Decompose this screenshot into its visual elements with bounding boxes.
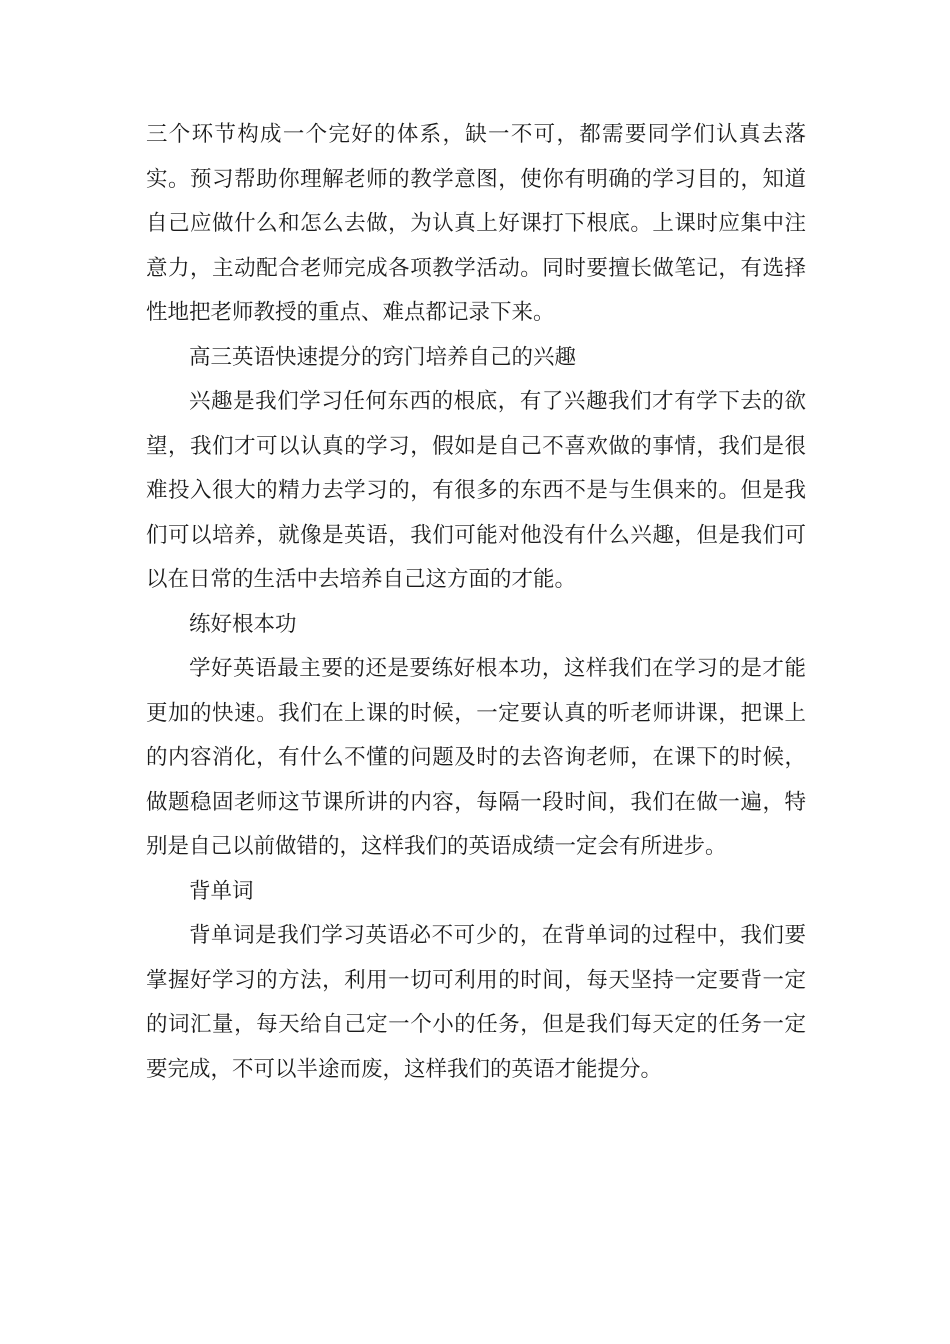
paragraph-vocabulary: 背单词是我们学习英语必不可少的，在背单词的过程中，我们要掌握好学习的方法，利用一切可利用的时间，每天坚持一定要背一定的词汇量，每天给自己定一个小的任务，但是我们每天定的任务一定要完成，不可以半途而废，这样我们的英语才能提分。 <box>146 923 806 1082</box>
paragraph-interest: 兴趣是我们学习任何东西的根底，有了兴趣我们才有学下去的欲望，我们才可以认真的学习，假如是自己不喜欢做的事情，我们是很难投入很大的精力去学习的，有很多的东西不是与生俱来的。但是我们可以培养，就像是英语，我们可能对他没有什么兴趣，但是我们可以在日常的生活中去培养自己这方面的才能。 <box>146 389 806 592</box>
paragraph-fundamentals: 学好英语最主要的还是要练好根本功，这样我们在学习的是才能更加的快速。我们在上课的时候，一定要认真的听老师讲课，把课上的内容消化，有什么不懂的问题及时的去咨询老师，在课下的时候，做题稳固老师这节课所讲的内容，每隔一段时间，我们在做一遍，特别是自己以前做错的，这样我们的英语成绩一定会有所进步。 <box>146 656 806 859</box>
heading-interest: 高三英语快速提分的窍门培养自己的兴趣 <box>189 344 577 370</box>
paragraph-study-habits: 三个环节构成一个完好的体系，缺一不可，都需要同学们认真去落实。预习帮助你理解老师的教学意图，使你有明确的学习目的，知道自己应做什么和怎么去做，为认真上好课打下根底。上课时应集中注意力，主动配合老师完成各项教学活动。同时要擅长做笔记，有选择性地把老师教授的重点、难点都记录下来。 <box>146 122 806 325</box>
heading-vocabulary: 背单词 <box>189 878 254 904</box>
heading-fundamentals: 练好根本功 <box>189 611 297 637</box>
document-page <box>146 113 806 1092</box>
